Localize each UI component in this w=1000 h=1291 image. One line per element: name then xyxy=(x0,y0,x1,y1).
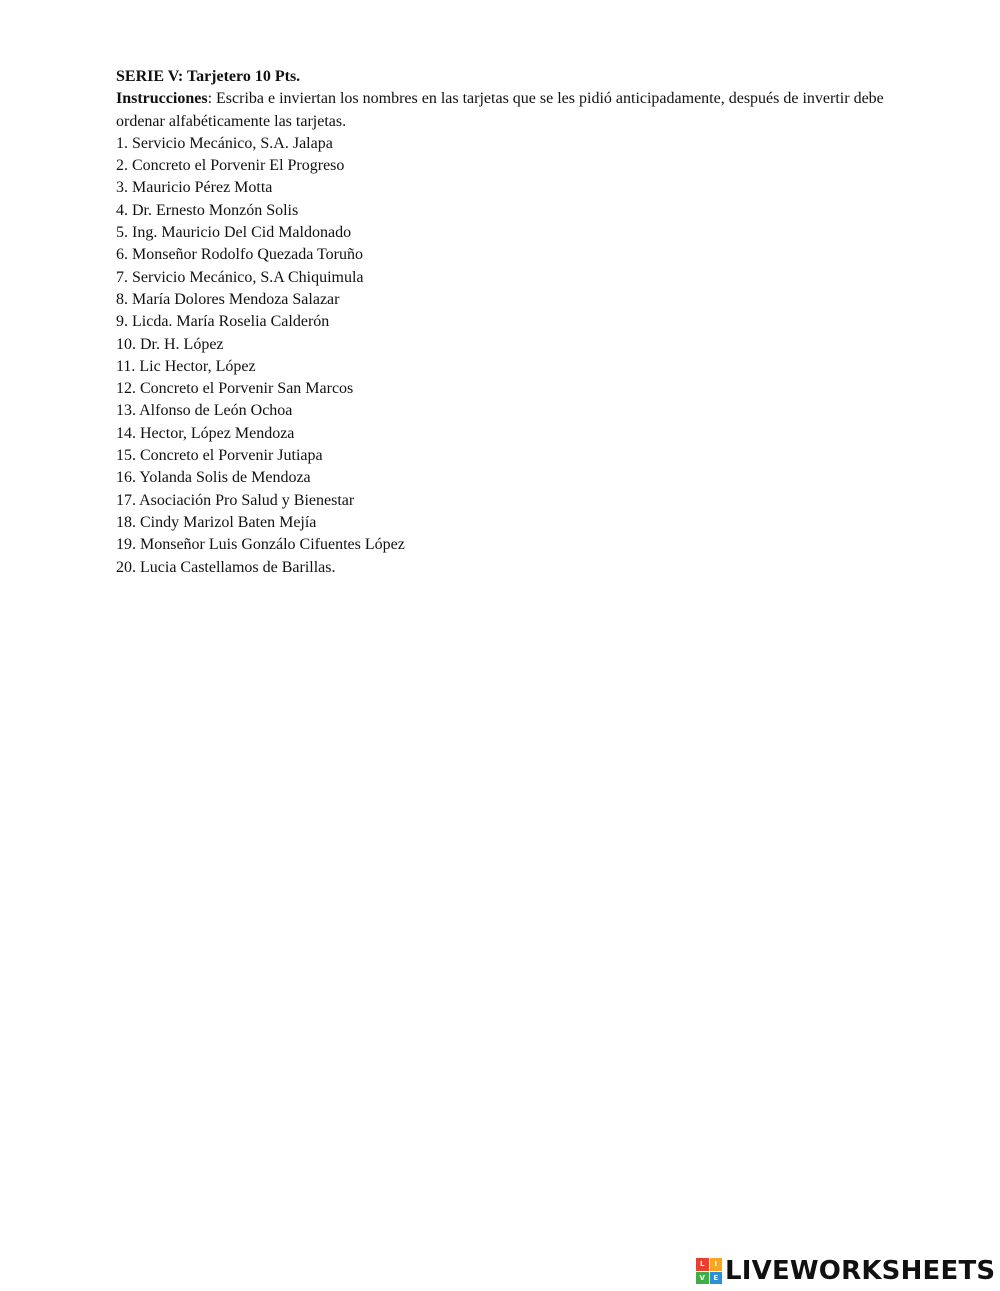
liveworksheets-logo-icon xyxy=(696,1258,722,1284)
list-item: 12. Concreto el Porvenir San Marcos xyxy=(116,380,354,398)
list-item: 7. Servicio Mecánico, S.A Chiquimula xyxy=(116,268,364,286)
worksheet-content xyxy=(116,66,916,579)
list-item: 14. Hector, López Mendoza xyxy=(116,424,295,442)
liveworksheets-logo xyxy=(696,1257,995,1285)
instructions xyxy=(116,88,916,133)
section-title: SERIE V: Tarjetero 10 Pts. xyxy=(116,68,301,85)
list-item: 4. Dr. Ernesto Monzón Solis xyxy=(116,201,299,219)
list-item: 20. Lucia Castellamos de Barillas. xyxy=(116,558,336,576)
logo-letter: L xyxy=(696,1258,709,1271)
list-item: 18. Cindy Marizol Baten Mejía xyxy=(116,513,317,531)
list-item: 8. María Dolores Mendoza Salazar xyxy=(116,290,340,308)
logo-wordmark: LIVEWORKSHEETS xyxy=(725,1256,996,1286)
list-item: 11. Lic Hector, López xyxy=(116,357,256,375)
instructions-text: : Escriba e inviertan los nombres en las tarjetas que se les pidió anticipadamente, después de invertir debe ordenar alfabéticamente las tarjetas. xyxy=(116,90,884,130)
instructions-label: Instrucciones xyxy=(116,90,208,108)
logo-letter: I xyxy=(710,1258,723,1271)
list-item: 10. Dr. H. López xyxy=(116,335,224,353)
list-item: 5. Ing. Mauricio Del Cid Maldonado xyxy=(116,224,352,242)
list-item: 6. Monseñor Rodolfo Quezada Toruño xyxy=(116,246,363,264)
list-item: 1. Servicio Mecánico, S.A. Jalapa xyxy=(116,134,333,152)
list-item: 17. Asociación Pro Salud y Bienestar xyxy=(116,491,355,509)
list-item: 15. Concreto el Porvenir Jutiapa xyxy=(116,447,323,465)
name-list xyxy=(116,133,916,579)
list-item: 13. Alfonso de León Ochoa xyxy=(116,402,293,420)
list-item: 19. Monseñor Luis Gonzálo Cifuentes López xyxy=(116,536,405,554)
logo-letter: V xyxy=(696,1272,709,1285)
list-item: 16. Yolanda Solis de Mendoza xyxy=(116,469,311,487)
list-item: 3. Mauricio Pérez Motta xyxy=(116,179,273,197)
list-item: 9. Licda. María Roselia Calderón xyxy=(116,313,330,331)
list-item: 2. Concreto el Porvenir El Progreso xyxy=(116,157,345,175)
logo-letter: E xyxy=(710,1272,723,1285)
